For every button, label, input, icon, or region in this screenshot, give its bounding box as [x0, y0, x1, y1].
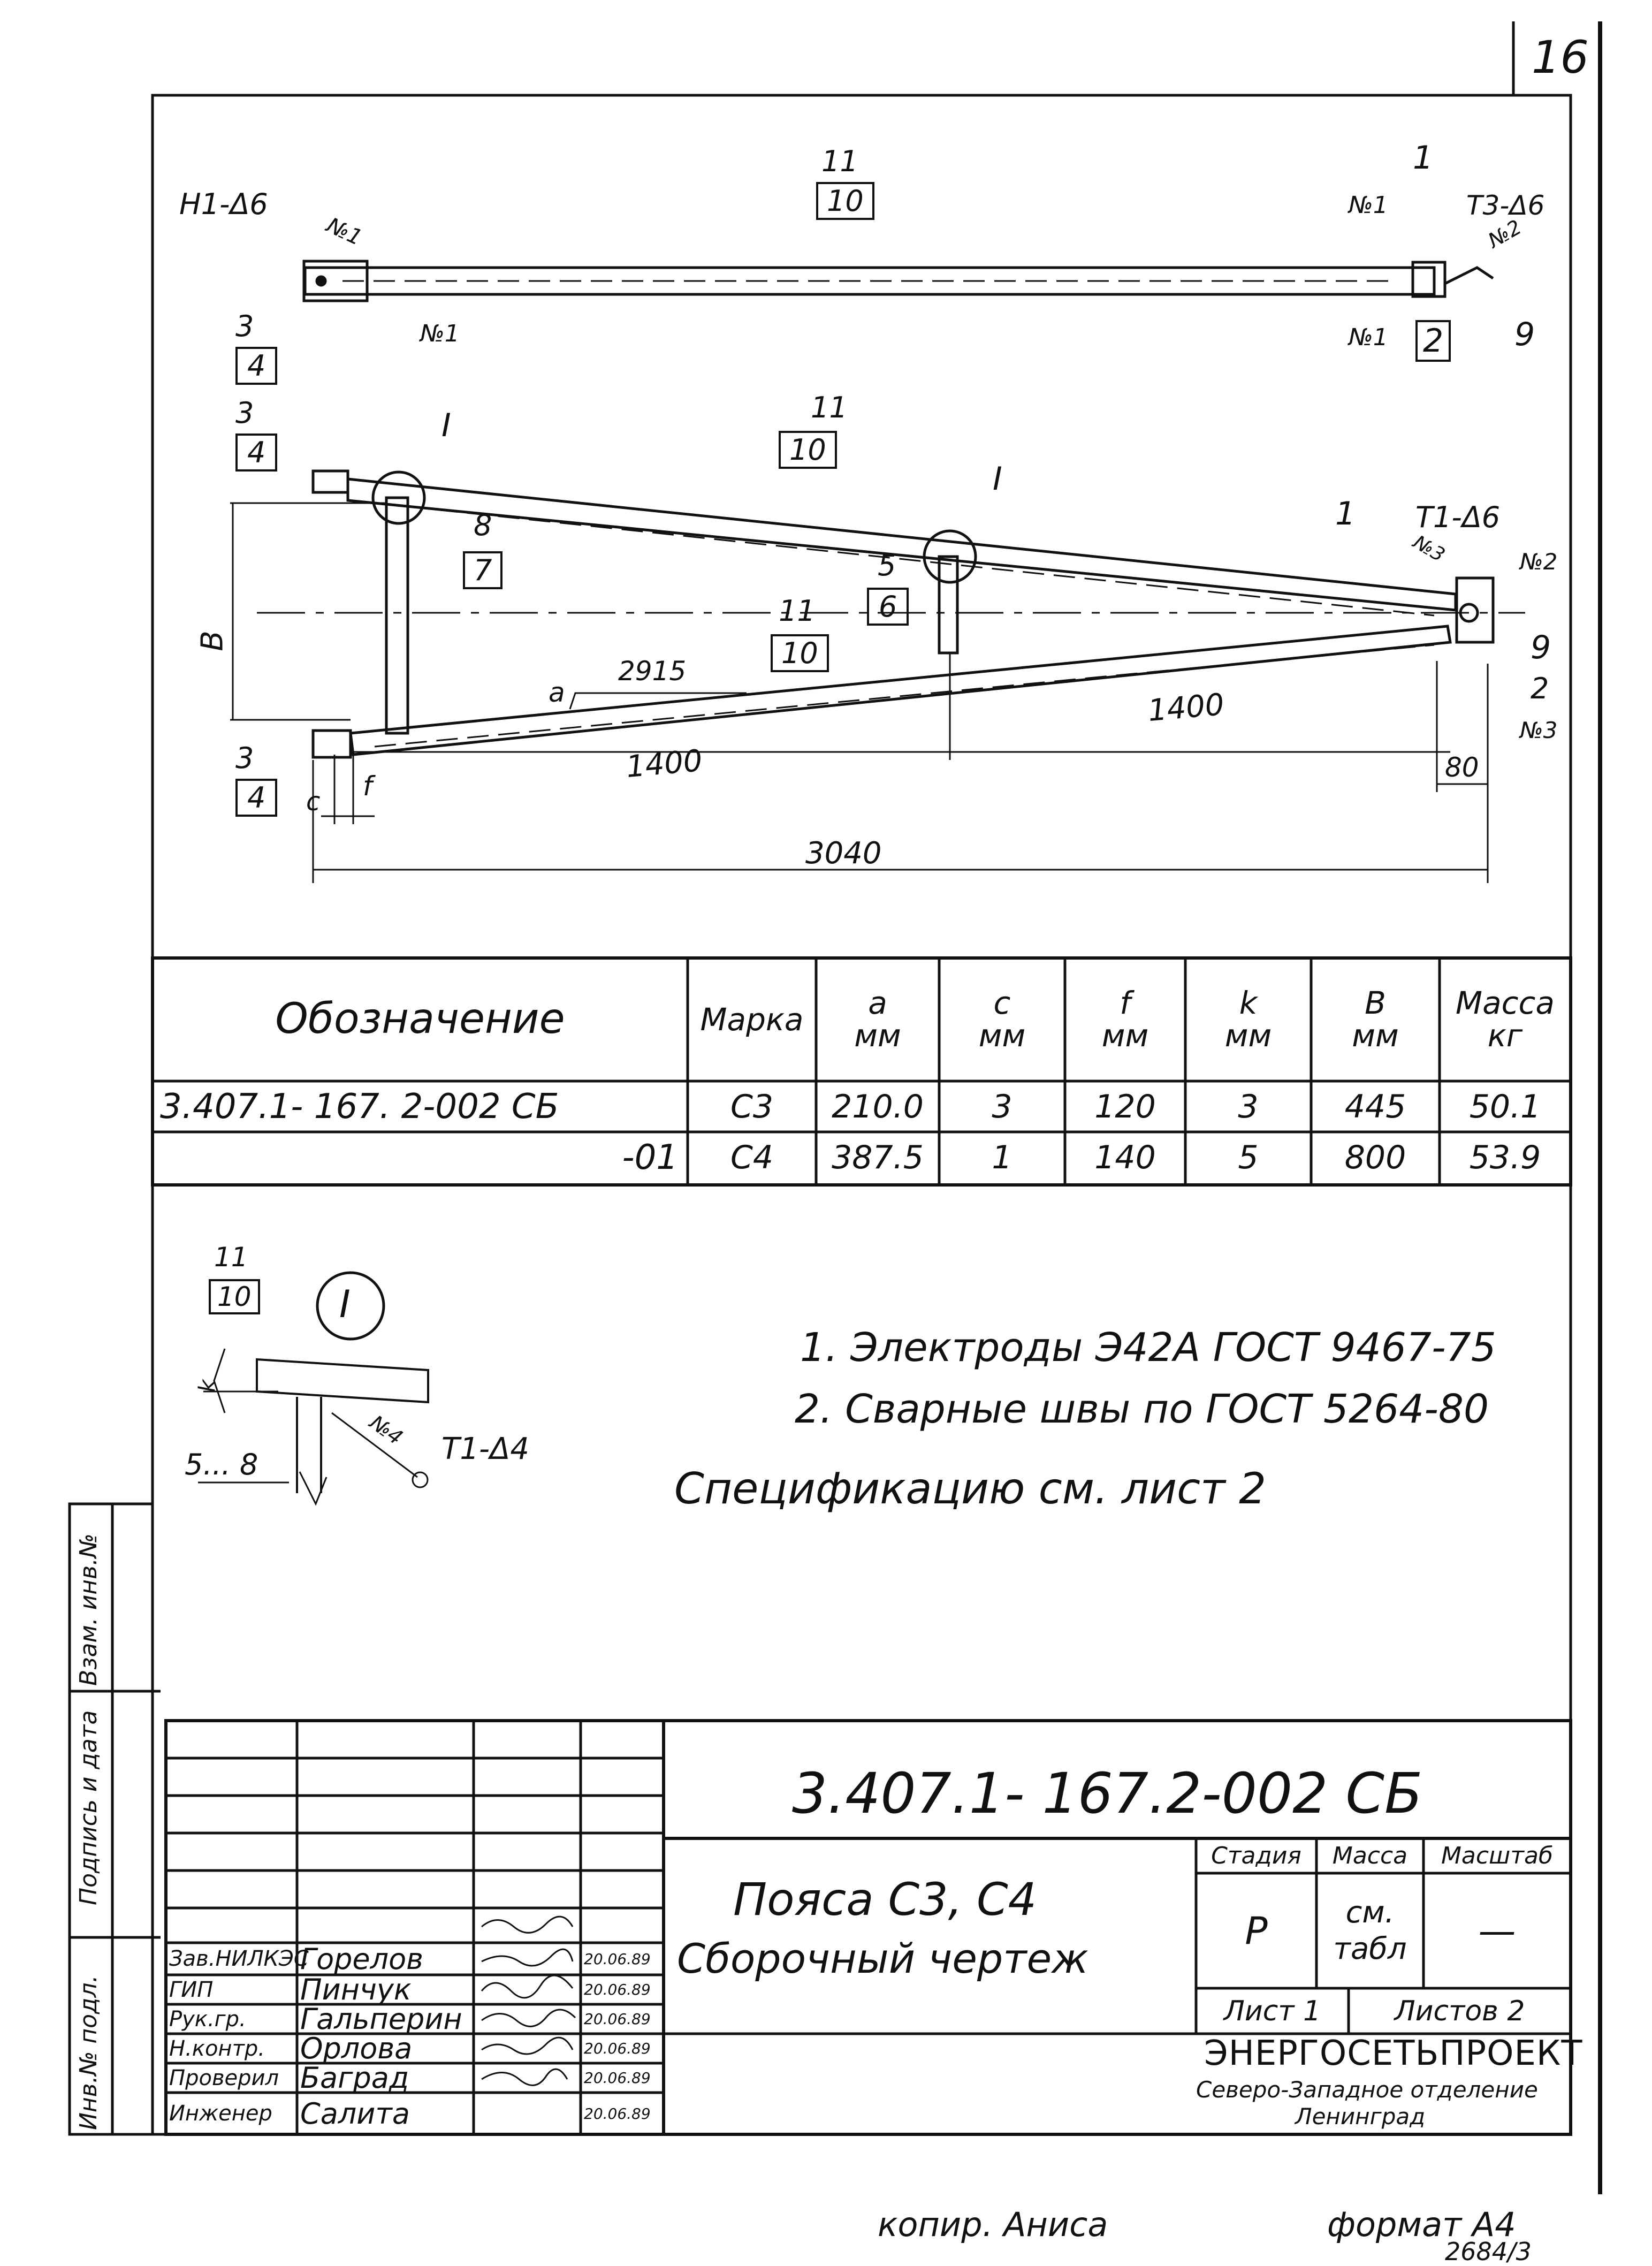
signature-4 — [482, 2010, 575, 2026]
part-2-top: 2 — [1415, 320, 1451, 362]
table-header-5 — [1185, 958, 1311, 1081]
table-header-2 — [816, 958, 939, 1081]
table-header-label: Масса — [1456, 985, 1555, 1022]
title-line-1: Пояса С3, С4 — [733, 1873, 1037, 1926]
table-header-label: f — [1120, 985, 1131, 1022]
part-1-top: 1 — [1413, 139, 1434, 177]
dim-80: 80 — [1445, 752, 1479, 783]
staff-role: Рук.гр. — [169, 2006, 246, 2032]
table-header-unit: мм — [1352, 1017, 1399, 1054]
detail-part-10: 10 — [209, 1279, 260, 1314]
part-11-top: 11 — [821, 145, 858, 178]
staff-role: Инженер — [169, 2101, 272, 2126]
seam-callout-3a: №3 — [1409, 531, 1449, 567]
staff-name: Орлова — [300, 2032, 413, 2065]
dim-1400-left: 1400 — [625, 743, 704, 785]
part-11-mid: 11 — [779, 594, 816, 628]
part-10-mid: 10 — [771, 634, 829, 672]
part-4-top: 4 — [235, 347, 277, 385]
note-1: 1. Электроды Э42А ГОСТ 9467-75 — [800, 1325, 1496, 1371]
table-header-label: a — [868, 985, 887, 1022]
side-stamp-vzam: Взам. инв.№ — [75, 1533, 102, 1686]
part-3-main-bottom: 3 — [235, 741, 254, 775]
dim-B: B — [195, 630, 230, 651]
staff-date: 20.06.89 — [584, 1981, 651, 1998]
table-cell: 445 — [1344, 1088, 1406, 1126]
table-cell: С4 — [730, 1138, 774, 1176]
dim-3040: 3040 — [805, 836, 882, 871]
staff-date: 20.06.89 — [584, 1950, 651, 1968]
title-line-2: Сборочный чертеж — [677, 1935, 1088, 1982]
table-cell: 53.9 — [1469, 1138, 1541, 1176]
staff-name: Гальперин — [300, 2002, 462, 2036]
table-cell: 120 — [1094, 1088, 1156, 1126]
table-cell: 800 — [1344, 1138, 1406, 1176]
table-header-7 — [1440, 958, 1571, 1081]
seam-callout-bottom-right: №1 — [1349, 324, 1388, 351]
table-header-unit: мм — [978, 1017, 1026, 1054]
dim-a: a — [549, 677, 565, 708]
detail-dim-k: k — [194, 1379, 220, 1393]
scale-label: Масштаб — [1441, 1842, 1554, 1869]
part-6: 6 — [867, 588, 909, 626]
org-name: ЭНЕРГОСЕТЬПРОЕКТ — [1204, 2034, 1583, 2073]
staff-name: Салита — [300, 2096, 410, 2131]
copied-by: копир. Аниса — [878, 2205, 1108, 2244]
seam-callout-top-right: №1 — [1349, 192, 1388, 219]
org-dept: Северо-Западное отделение — [1196, 2077, 1538, 2103]
table-header-label: k — [1239, 985, 1258, 1022]
signature-2 — [482, 1949, 573, 1966]
part-10-top: 10 — [816, 182, 874, 220]
seam-callout-right-2: №2 — [1484, 215, 1526, 253]
staff-date: 20.06.89 — [584, 2104, 651, 2123]
table-header-6 — [1311, 958, 1440, 1081]
table-cell: 140 — [1094, 1138, 1156, 1176]
table-cell: -01 — [622, 1137, 678, 1177]
dim-c: c — [306, 787, 321, 817]
table-cell: 3 — [1238, 1088, 1259, 1126]
table-cell: 1 — [992, 1138, 1012, 1176]
dim-2915: 2915 — [618, 656, 687, 687]
table-header-4 — [1065, 958, 1185, 1081]
detail-seam-4: №4 — [366, 1410, 407, 1450]
staff-role: Проверил — [169, 2065, 279, 2090]
staff-date: 20.06.89 — [584, 2010, 651, 2028]
sheet-number: Лист 1 — [1223, 1995, 1321, 2027]
lower-chord — [351, 626, 1450, 755]
staff-role: Н.контр. — [169, 2036, 265, 2061]
table-cell: 5 — [1238, 1138, 1259, 1176]
detail-part-11: 11 — [214, 1242, 248, 1273]
seam-callout-top-left: №1 — [323, 212, 366, 251]
weld-callout-h1: Н1-Δ6 — [179, 187, 268, 221]
seam-callout-2-main: №2 — [1520, 549, 1558, 575]
side-stamp-inv: Инв.№ подл. — [75, 1975, 102, 2130]
table-cell: 387.5 — [832, 1138, 924, 1176]
weld-callout-t3: Т3-Δ6 — [1466, 190, 1545, 221]
scale-value: — — [1478, 1908, 1516, 1953]
part-10-main: 10 — [779, 431, 837, 469]
strut-left — [386, 498, 408, 733]
page-number: 16 — [1532, 31, 1589, 83]
format-label: формат А4 — [1327, 2205, 1516, 2244]
dim-f: f — [363, 771, 372, 802]
part-5: 5 — [878, 549, 896, 582]
detail-weld-t1: Т1-Δ4 — [441, 1432, 529, 1466]
part-7: 7 — [463, 551, 503, 589]
table-cell: 50.1 — [1469, 1088, 1541, 1126]
mass-label: Масса — [1332, 1842, 1408, 1869]
part-1-main: 1 — [1335, 495, 1356, 533]
staff-date: 20.06.89 — [584, 2069, 651, 2087]
signature-6 — [482, 2069, 567, 2085]
note-3: Спецификацию см. лист 2 — [674, 1464, 1267, 1514]
part-8: 8 — [474, 508, 492, 542]
table-header-label: c — [993, 985, 1011, 1022]
part-4-main-bottom: 4 — [235, 779, 277, 817]
table-header-3 — [939, 958, 1065, 1081]
part-2-main: 2 — [1531, 672, 1549, 705]
side-stamp-podpis: Подпись и дата — [75, 1710, 102, 1905]
part-3-top: 3 — [235, 309, 254, 343]
table-cell: 3.407.1- 167. 2-002 СБ — [160, 1086, 559, 1127]
staff-name: Пинчук — [300, 1973, 412, 2006]
seam-callout-3b: №3 — [1520, 717, 1558, 743]
table-header-label: B — [1365, 985, 1386, 1022]
signature-3 — [482, 1975, 573, 1998]
stage-value: Р — [1245, 1908, 1268, 1953]
sheets-total: Листов 2 — [1394, 1995, 1525, 2027]
table-header-unit: кг — [1487, 1017, 1523, 1054]
table-header-label: Обозначение — [275, 995, 565, 1044]
signature-5 — [482, 2037, 573, 2054]
staff-name: Горелов — [300, 1942, 424, 1976]
org-city: Ленинград — [1295, 2103, 1426, 2130]
table-cell: С3 — [730, 1088, 774, 1126]
dim-1400-right: 1400 — [1146, 687, 1226, 729]
part-9-main: 9 — [1531, 629, 1551, 666]
strut-mid — [939, 557, 957, 653]
part-4-main-top: 4 — [235, 434, 277, 472]
staff-role: Зав.НИЛКЭС — [169, 1946, 309, 1971]
detail-parts-range: 5... 8 — [185, 1448, 258, 1481]
document-code: 3.407.1- 167.2-002 СБ — [792, 1761, 1423, 1826]
part-9-top: 9 — [1514, 316, 1535, 353]
table-cell: 3 — [992, 1088, 1012, 1126]
note-2: 2. Сварные швы по ГОСТ 5264-80 — [795, 1386, 1489, 1432]
signature-1 — [482, 1917, 573, 1933]
table-header-unit: мм — [854, 1017, 901, 1054]
table-header-1 — [688, 958, 816, 1081]
mass-value: см. табл — [1333, 1895, 1407, 1966]
node-label-mid: I — [993, 460, 1002, 498]
table-header-unit: мм — [1224, 1017, 1272, 1054]
stage-label: Стадия — [1211, 1842, 1301, 1869]
staff-role: ГИП — [169, 1977, 214, 2002]
weld-callout-t1: Т1-Δ6 — [1415, 500, 1501, 534]
seam-callout-bottom-left: №1 — [420, 320, 460, 347]
node-label-left: I — [441, 407, 451, 444]
detail-node-label: I — [339, 1282, 351, 1326]
staff-name: Баград — [300, 2061, 409, 2095]
staff-date: 20.06.89 — [584, 2040, 651, 2057]
archive-number: 2684/3 — [1445, 2237, 1532, 2266]
table-header-unit: мм — [1101, 1017, 1149, 1054]
part-11-main: 11 — [811, 391, 848, 424]
part-3-main-top: 3 — [235, 396, 254, 430]
table-cell: 210.0 — [832, 1088, 924, 1126]
table-header-0 — [153, 958, 688, 1081]
table-header-label: Марка — [700, 1001, 804, 1038]
